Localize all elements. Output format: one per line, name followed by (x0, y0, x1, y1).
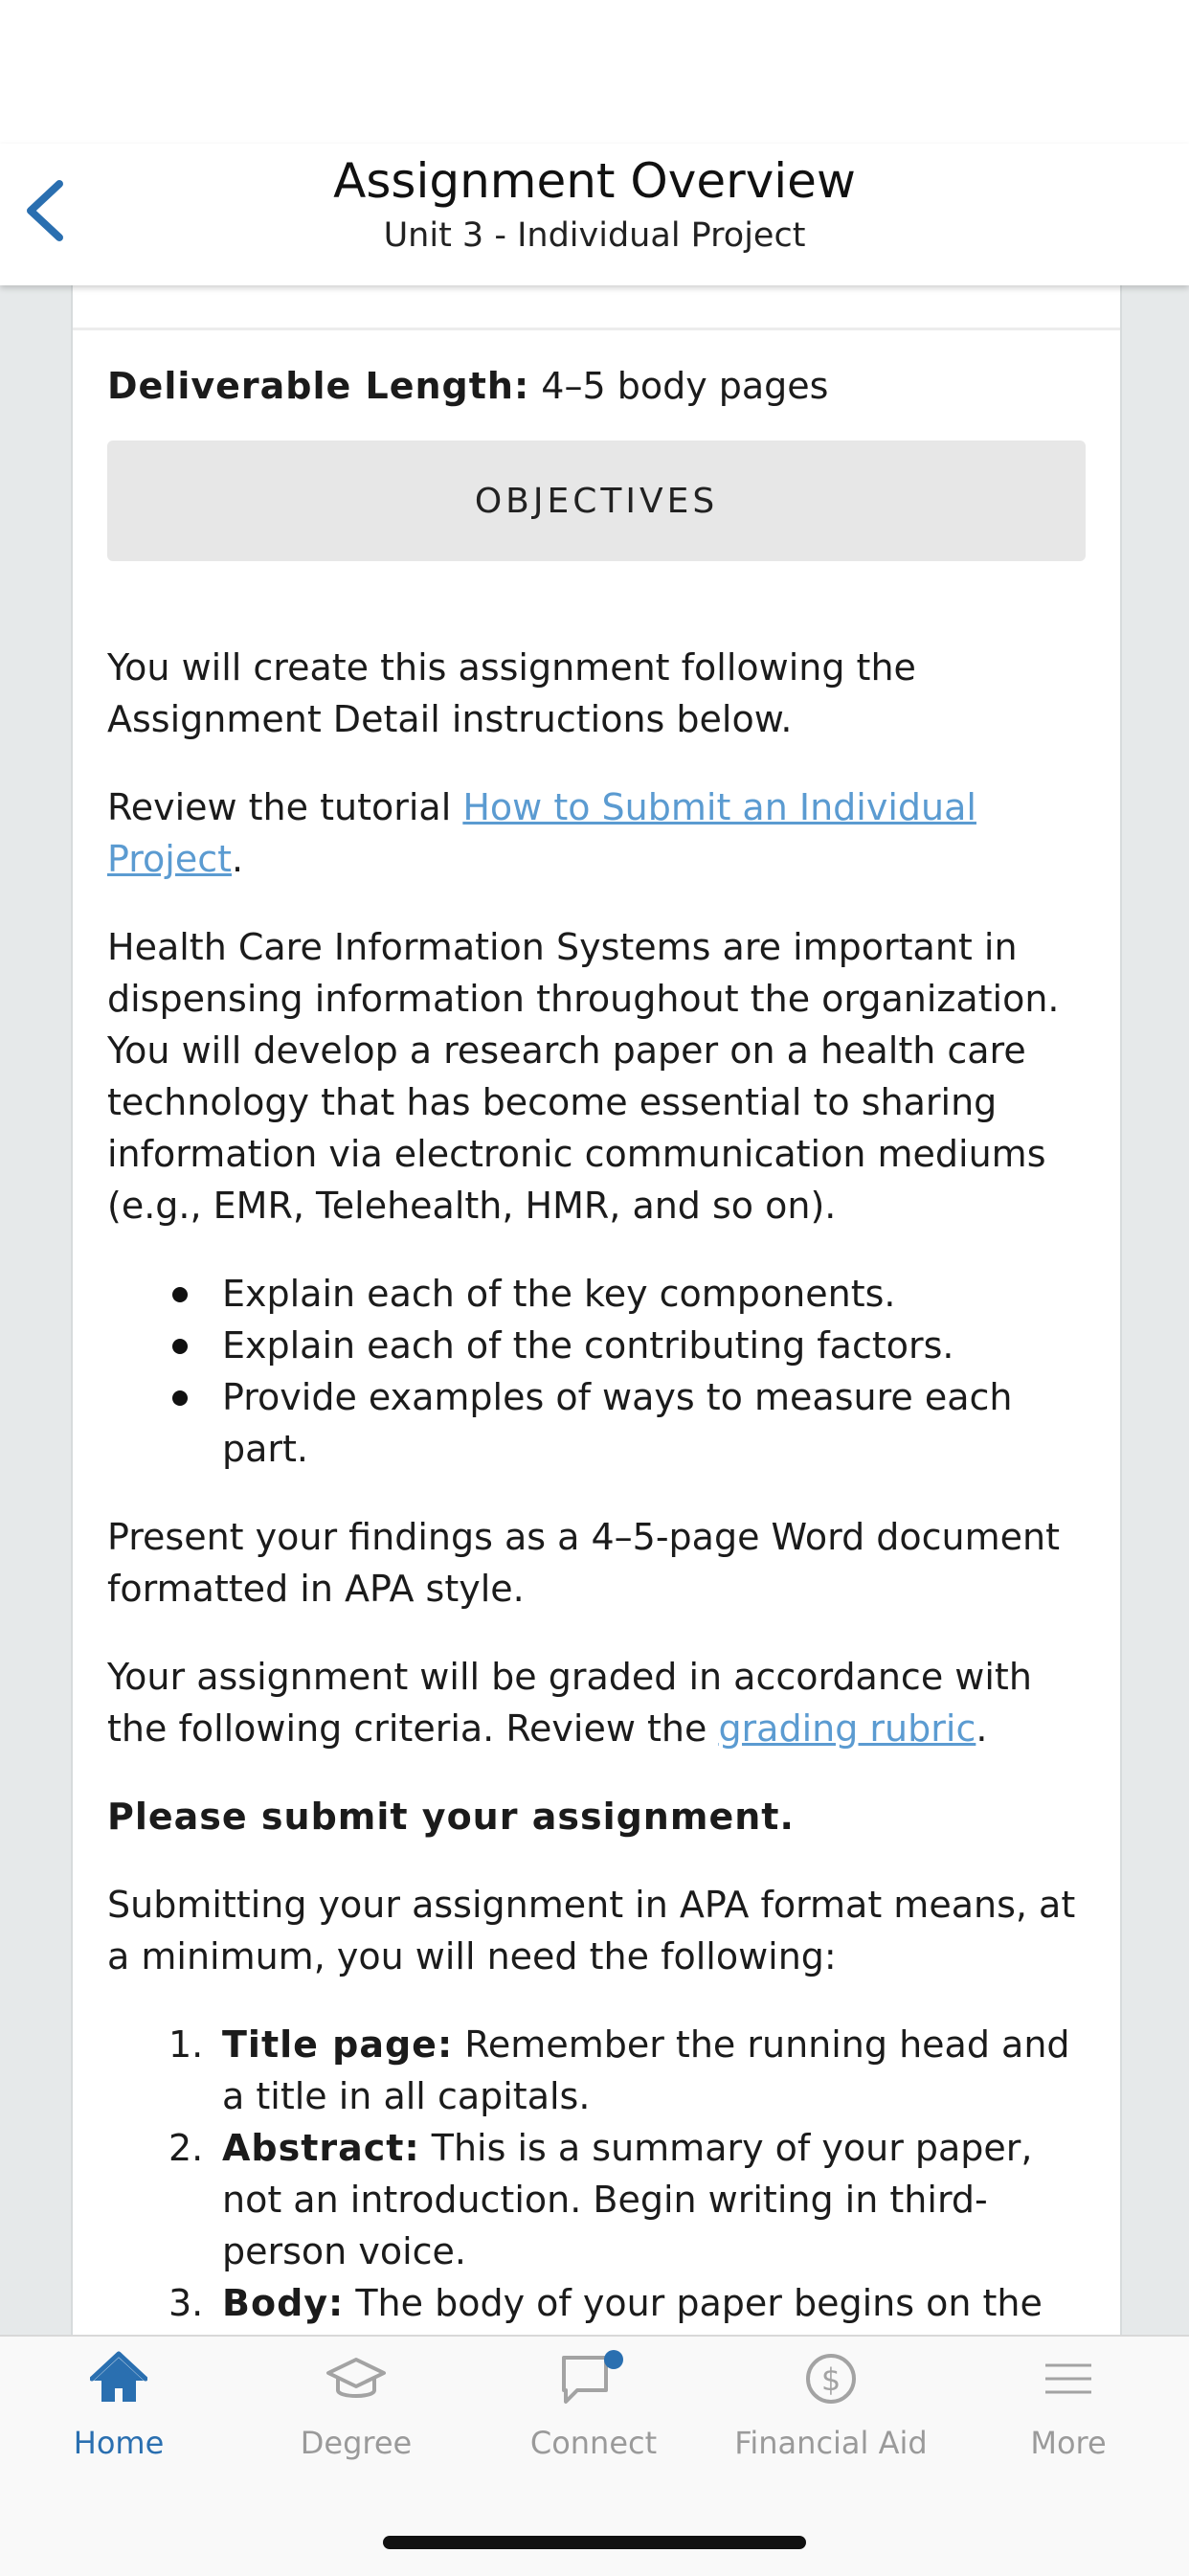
status-bar (0, 0, 1189, 144)
grading-suffix: . (976, 1707, 988, 1750)
list-item: Explain each of the contributing factors. (107, 1320, 1086, 1371)
list-item: Provide examples of ways to measure each part. (107, 1371, 1086, 1475)
assignment-card (71, 285, 1122, 2335)
home-icon (90, 2350, 147, 2407)
grading-rubric-link[interactable]: grading rubric (718, 1707, 976, 1750)
list-item: Explain each of the key components. (107, 1268, 1086, 1320)
deliverable-label: Deliverable Length: (107, 365, 530, 407)
deliverable-value: 4–5 body pages (529, 365, 829, 407)
tutorial-prefix: Review the tutorial (107, 786, 463, 828)
apa-requirements-list (107, 2019, 1086, 2335)
tab-connect[interactable] (475, 2337, 712, 2480)
tab-degree[interactable] (237, 2337, 475, 2480)
tab-label: Degree (300, 2425, 413, 2461)
assignment-content (107, 360, 1086, 2335)
submit-heading: Please submit your assignment. (107, 1796, 795, 1838)
home-indicator[interactable] (383, 2536, 806, 2549)
item-number: 3. (168, 2282, 204, 2324)
findings-paragraph: Present your findings as a 4–5-page Word document formatted in APA style. (107, 1516, 1061, 1610)
notification-dot (604, 2350, 623, 2369)
apa-paragraph: Submitting your assignment in APA format means, at a minimum, you will need the following: (107, 1884, 1076, 1977)
tutorial-paragraph (107, 781, 1086, 885)
svg-text:$: $ (820, 2361, 841, 2398)
list-item (107, 2122, 1086, 2277)
list-item (107, 2019, 1086, 2122)
objectives-header[interactable]: OBJECTIVES (107, 441, 1086, 561)
graduation-cap-icon (325, 2350, 388, 2407)
tab-label: More (1030, 2425, 1107, 2461)
chat-bubble-icon (558, 2350, 629, 2411)
item-label: Abstract: (222, 2127, 420, 2169)
tutorial-link[interactable]: How to Submit an Individual Project (107, 786, 976, 880)
tab-label: Financial Aid (734, 2425, 928, 2461)
description-paragraph: Health Care Information Systems are important in dispensing information throughout the organization. You will develop a research paper on a health care technology that has become essential to sharing information via electronic communication mediums (e.g., EMR, Telehealth, HMR, and so on). (107, 926, 1060, 1227)
dollar-circle-icon (802, 2350, 860, 2407)
tutorial-suffix: . (232, 838, 244, 880)
tab-home[interactable] (0, 2337, 237, 2480)
item-number: 2. (168, 2127, 204, 2169)
item-label: Title page: (222, 2023, 454, 2066)
tab-more[interactable] (950, 2337, 1187, 2480)
item-text: This is a summary of your paper, not an introduction. Begin writing in third-person voice. (222, 2127, 1033, 2272)
deliverable-length (107, 360, 1086, 412)
app-header (0, 144, 1189, 285)
item-label: Body: (222, 2282, 345, 2324)
grading-paragraph (107, 1651, 1086, 1754)
intro-paragraph: You will create this assignment following the Assignment Detail instructions below. (107, 646, 916, 740)
item-number: 1. (168, 2023, 204, 2066)
divider (73, 328, 1120, 330)
grading-prefix: Your assignment will be graded in accordance with the following criteria. Review the (107, 1656, 1032, 1750)
tab-label: Connect (529, 2425, 658, 2461)
page-title: Assignment Overview (333, 153, 856, 209)
item-text: Remember the running head and a title in all capitals. (222, 2023, 1070, 2117)
tab-label: Home (73, 2425, 165, 2461)
tab-financial-aid[interactable] (712, 2337, 950, 2480)
page-subtitle: Unit 3 - Individual Project (383, 216, 806, 255)
item-text: The body of your paper begins on the (355, 2282, 1043, 2324)
list-item (107, 2277, 1086, 2335)
requirements-list (107, 1268, 1086, 1475)
menu-lines-icon (1040, 2350, 1097, 2407)
